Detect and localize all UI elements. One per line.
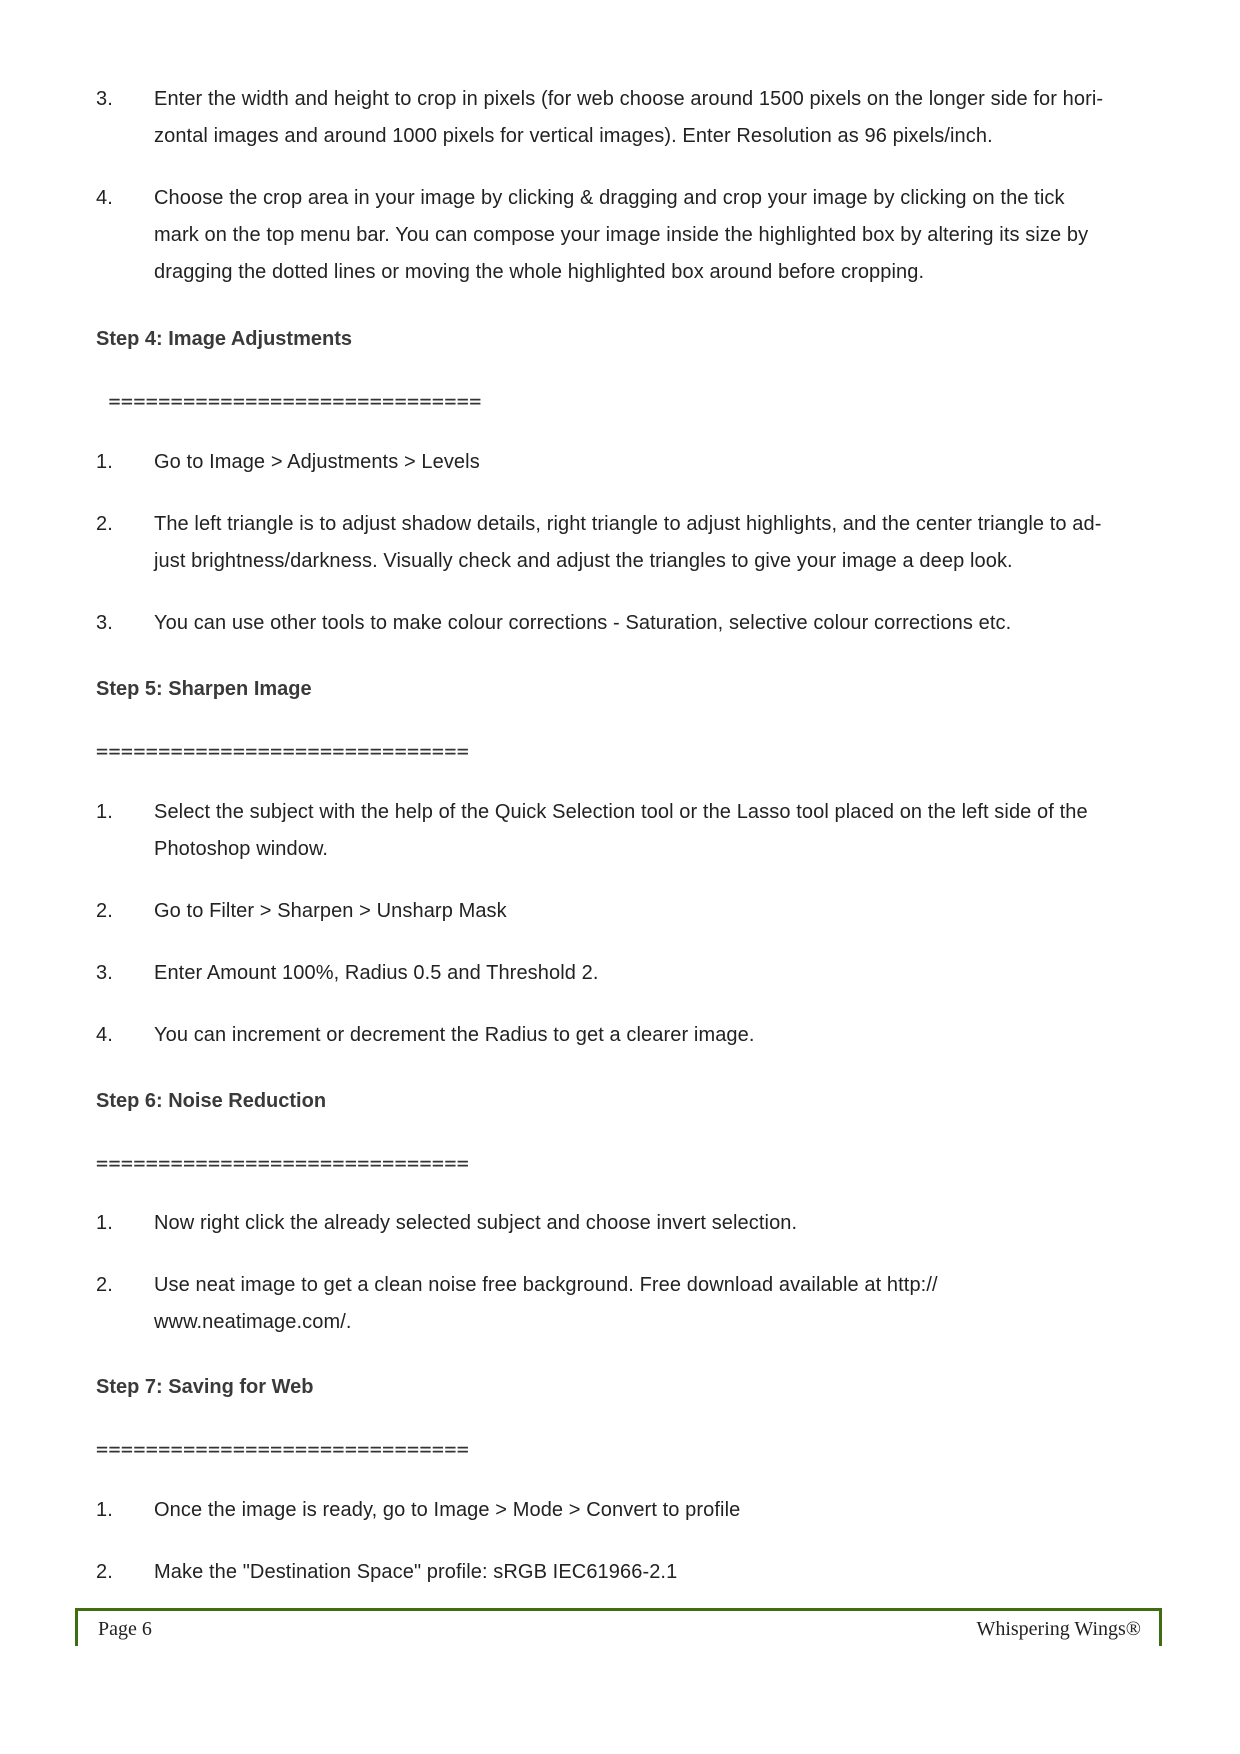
section-separator: ============================== (96, 739, 470, 763)
list-text-line: dragging the dotted lines or moving the whole highlighted box around before cropping. (154, 261, 925, 283)
list-number: 1. (96, 1499, 113, 1521)
list-text-line: Photoshop window. (154, 838, 329, 860)
section-heading: Step 7: Saving for Web (96, 1376, 314, 1398)
page-number: Page 6 (98, 1618, 152, 1640)
section-heading: Step 4: Image Adjustments (96, 328, 352, 350)
section-separator: ============================== (96, 1437, 470, 1461)
list-text-line: The left triangle is to adjust shadow details, right triangle to adjust highlights, and the center triangle to ad- (154, 513, 1102, 535)
list-number: 2. (96, 1561, 113, 1583)
list-text-line: Now right click the already selected subject and choose invert selection. (154, 1212, 798, 1234)
section-separator: ============================== (96, 389, 482, 413)
list-number: 2. (96, 513, 113, 535)
list-item (96, 81, 1146, 155)
list-item (96, 893, 1146, 930)
list-text-line: Choose the crop area in your image by clicking & dragging and crop your image by clicking on the tick (154, 187, 1065, 209)
list-text-line: Make the "Destination Space" profile: sRGB IEC61966-2.1 (154, 1561, 678, 1583)
list-item (96, 1017, 1146, 1054)
list-text-line: You can increment or decrement the Radius to get a clearer image. (154, 1024, 755, 1046)
list-item (96, 605, 1146, 642)
list-number: 4. (96, 187, 113, 209)
list-number: 1. (96, 801, 113, 823)
list-text-line: www.neatimage.com/. (154, 1311, 352, 1333)
list-item (96, 794, 1146, 868)
list-text-line: zontal images and around 1000 pixels for vertical images). Enter Resolution as 96 pixels/inch. (154, 125, 993, 147)
section-separator: ============================== (96, 1151, 470, 1175)
list-text-line: Enter Amount 100%, Radius 0.5 and Threshold 2. (154, 962, 599, 984)
list-text-line: Once the image is ready, go to Image > Mode > Convert to profile (154, 1499, 741, 1521)
list-text-line: Go to Filter > Sharpen > Unsharp Mask (154, 900, 507, 922)
list-item (96, 1554, 1146, 1591)
section-heading: Step 5: Sharpen Image (96, 678, 312, 700)
list-item (96, 444, 1146, 481)
list-item (96, 955, 1146, 992)
list-text-line: Go to Image > Adjustments > Levels (154, 451, 480, 473)
list-text-line: Use neat image to get a clean noise free background. Free download available at http:// (154, 1274, 938, 1296)
list-number: 3. (96, 962, 113, 984)
brand-name: Whispering Wings® (976, 1618, 1141, 1640)
list-text-line: mark on the top menu bar. You can compose your image inside the highlighted box by altering its size by (154, 224, 1089, 246)
list-number: 1. (96, 1212, 113, 1234)
list-number: 3. (96, 88, 113, 110)
list-text-line: Enter the width and height to crop in pixels (for web choose around 1500 pixels on the longer side for hori- (154, 88, 1104, 110)
list-text-line: You can use other tools to make colour corrections - Saturation, selective colour corrections etc. (154, 612, 1012, 634)
section-heading: Step 6: Noise Reduction (96, 1090, 327, 1112)
list-number: 4. (96, 1024, 113, 1046)
list-text-line: Select the subject with the help of the Quick Selection tool or the Lasso tool placed on the left side of the (154, 801, 1088, 823)
page-footer (75, 1608, 1162, 1646)
list-item (96, 1205, 1146, 1242)
list-number: 3. (96, 612, 113, 634)
list-item (96, 1492, 1146, 1529)
list-number: 2. (96, 900, 113, 922)
list-text-line: just brightness/darkness. Visually check and adjust the triangles to give your image a deep look. (154, 550, 1013, 572)
list-item (96, 1267, 1146, 1341)
list-item (96, 506, 1146, 580)
list-number: 2. (96, 1274, 113, 1296)
list-item (96, 180, 1146, 291)
list-number: 1. (96, 451, 113, 473)
